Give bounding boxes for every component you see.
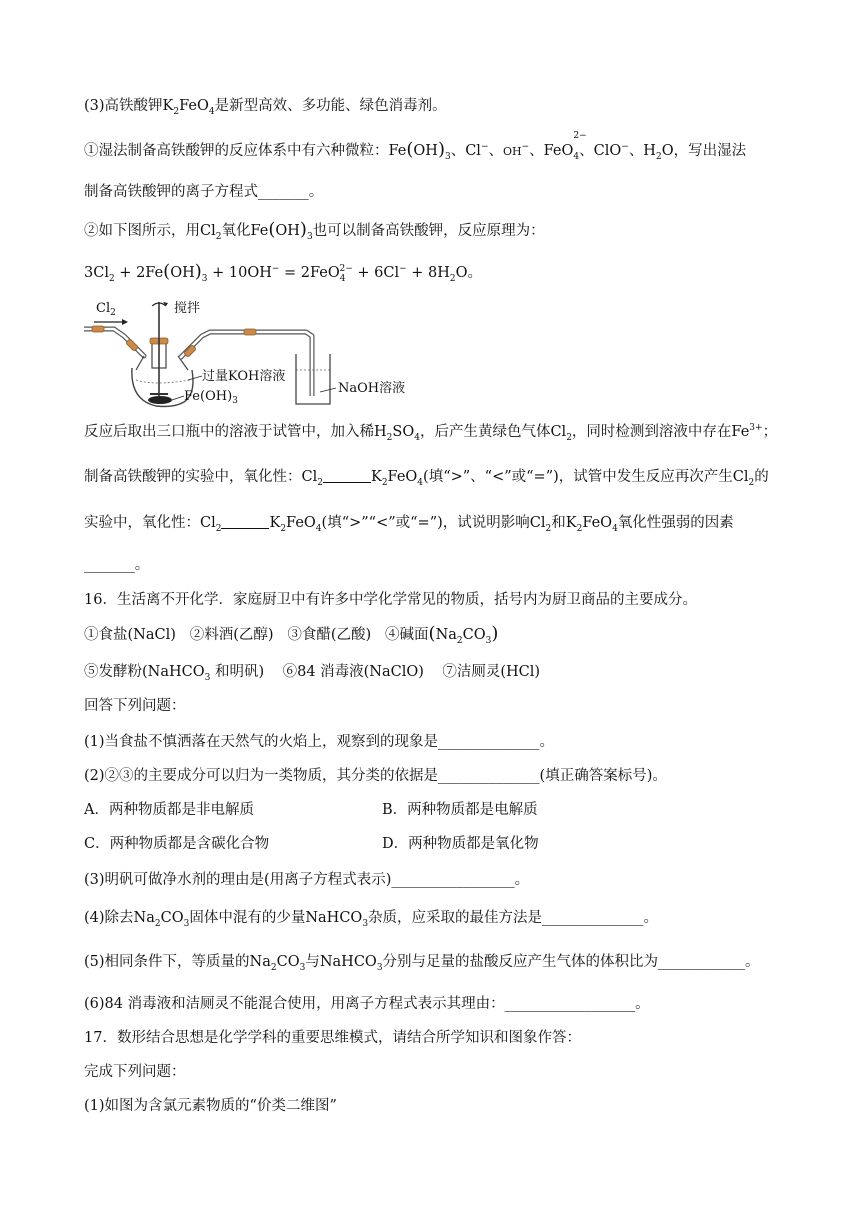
q16-item-2: ②料酒(乙醇) bbox=[189, 627, 274, 643]
q16-option-d: D．两种物质都是氧化物 bbox=[382, 836, 539, 852]
q16-s6: (6)84 消毒液和洁厕灵不能混合使用，用离子方程式表示其理由：__________________。 bbox=[84, 996, 650, 1012]
q15-3-p5: 实验中，氧化性：$Cl_2$ $K_2FeO_4$(填“>”“<”或“=”)，试说明影响$Cl_2$和$K_2FeO_4$氧化性强弱的因素 bbox=[84, 515, 734, 534]
q16-s4: (4)除去$Na_2CO_3$固体中混有的少量NaHCO$_3$杂质，应采取的最佳方法是______________。 bbox=[84, 910, 659, 929]
apparatus-diagram bbox=[84, 296, 444, 411]
feoh3-label: $Fe(OH)_3$ bbox=[184, 389, 238, 406]
q16-item-5: ⑤发酵粉( bbox=[84, 664, 148, 680]
q16-item-6: ⑥84 消毒液(NaClO) bbox=[282, 664, 424, 680]
q16-items-row1: ①食盐(NaCl) ②料酒(乙醇) ③食醋(乙酸) ④碱面$(Na_2CO_3)$ bbox=[84, 623, 499, 646]
cl2-label: $Cl_2$ bbox=[96, 301, 116, 318]
naoh-solution-label: NaOH溶液 bbox=[338, 381, 406, 396]
q16-s5: (5)相同条件下，等质量的$Na_2CO_3$与NaHCO$_3$分别与足量的盐酸反应产生气体的体积比为____________。 bbox=[84, 954, 760, 973]
q16-answer-prompt: 回答下列问题： bbox=[84, 698, 186, 714]
q16-item-4: ④碱面 bbox=[385, 627, 429, 643]
q16-option-c: C．两种物质都是含碳化合物 bbox=[84, 836, 270, 852]
q17-prompt: 完成下列问题： bbox=[84, 1064, 186, 1080]
q16-s3: (3)明矾可做净水剂的理由是(用离子方程式表示)_________________。 bbox=[84, 872, 530, 888]
q16-s1: (1)当食盐不慎洒落在天然气的火焰上，观察到的现象是______________。 bbox=[84, 734, 555, 750]
stir-label: 搅拌 bbox=[174, 301, 201, 316]
q15-3-equation: $3Cl_2 + 2Fe(OH)_3 + 10OH^- = 2FeO_4^{2-} + 6Cl^- + 8H_2O$。 bbox=[84, 261, 483, 284]
q17-stem: 17．数形结合思想是化学学科的重要思维模式，请结合所学知识和图象作答： bbox=[84, 1030, 581, 1046]
q16-item-3: ③食醋(乙酸) bbox=[287, 627, 372, 643]
q15-3-p2: ②如下图所示，用$Cl_2$氧化$Fe(OH)_3$也可以制备高铁酸钾，反应原理为： bbox=[84, 219, 545, 242]
q16-items-row2: ⑤发酵粉(NaHCO$_3$ 和明矾) ⑥84 消毒液(NaClO) ⑦洁厕灵(HCl) bbox=[84, 664, 541, 683]
q16-item-7: ⑦洁厕灵(HCl) bbox=[442, 664, 541, 680]
q17-s1: (1)如图为含氯元素物质的“价类二维图” bbox=[84, 1098, 337, 1114]
q15-3-p3: 反应后取出三口瓶中的溶液于试管中，加入稀$H_2SO_4$，后产生黄绿色气体$Cl_2$，同时检测到溶液中存在$Fe^{3+}$； bbox=[84, 423, 778, 443]
q15-3-p1-line1: ①湿法制备高铁酸钾的反应体系中有六种微粒：$Fe(OH)_3$、Cl−、OH−、FeO $_{2- 4}$、ClO−、$H_2O$，写出湿法 bbox=[84, 130, 747, 162]
q15-3-p1-line2: 制备高铁酸钾的离子方程式_______。 bbox=[84, 184, 324, 200]
q16-item-1: ①食盐(NaCl) bbox=[84, 627, 176, 643]
q16-option-a: A．两种物质都是非电解质 bbox=[84, 802, 254, 818]
q15-3-p4: 制备高铁酸钾的实验中，氧化性：$Cl_2$ $K_2FeO_4$(填“>”、“<”或“=”)，试管中发生反应再次产生$Cl_2$的 bbox=[84, 469, 769, 488]
q16-stem: 16．生活离不开化学．家庭厨卫中有许多中学化学常见的物质，括号内为厨卫商品的主要成分。 bbox=[84, 592, 697, 608]
q15-3-p6: _______。 bbox=[84, 557, 150, 573]
q15-3-heading: (3)高铁酸钾$K_2FeO_4$是新型高效、多功能、绿色消毒剂。 bbox=[84, 98, 447, 117]
q16-s2: (2)②③的主要成分可以归为一类物质，其分类的依据是______________(填正确答案标号)。 bbox=[84, 768, 667, 784]
q16-option-b: B．两种物质都是电解质 bbox=[382, 802, 538, 818]
koh-solution-label: 过量KOH溶液 bbox=[202, 369, 286, 384]
